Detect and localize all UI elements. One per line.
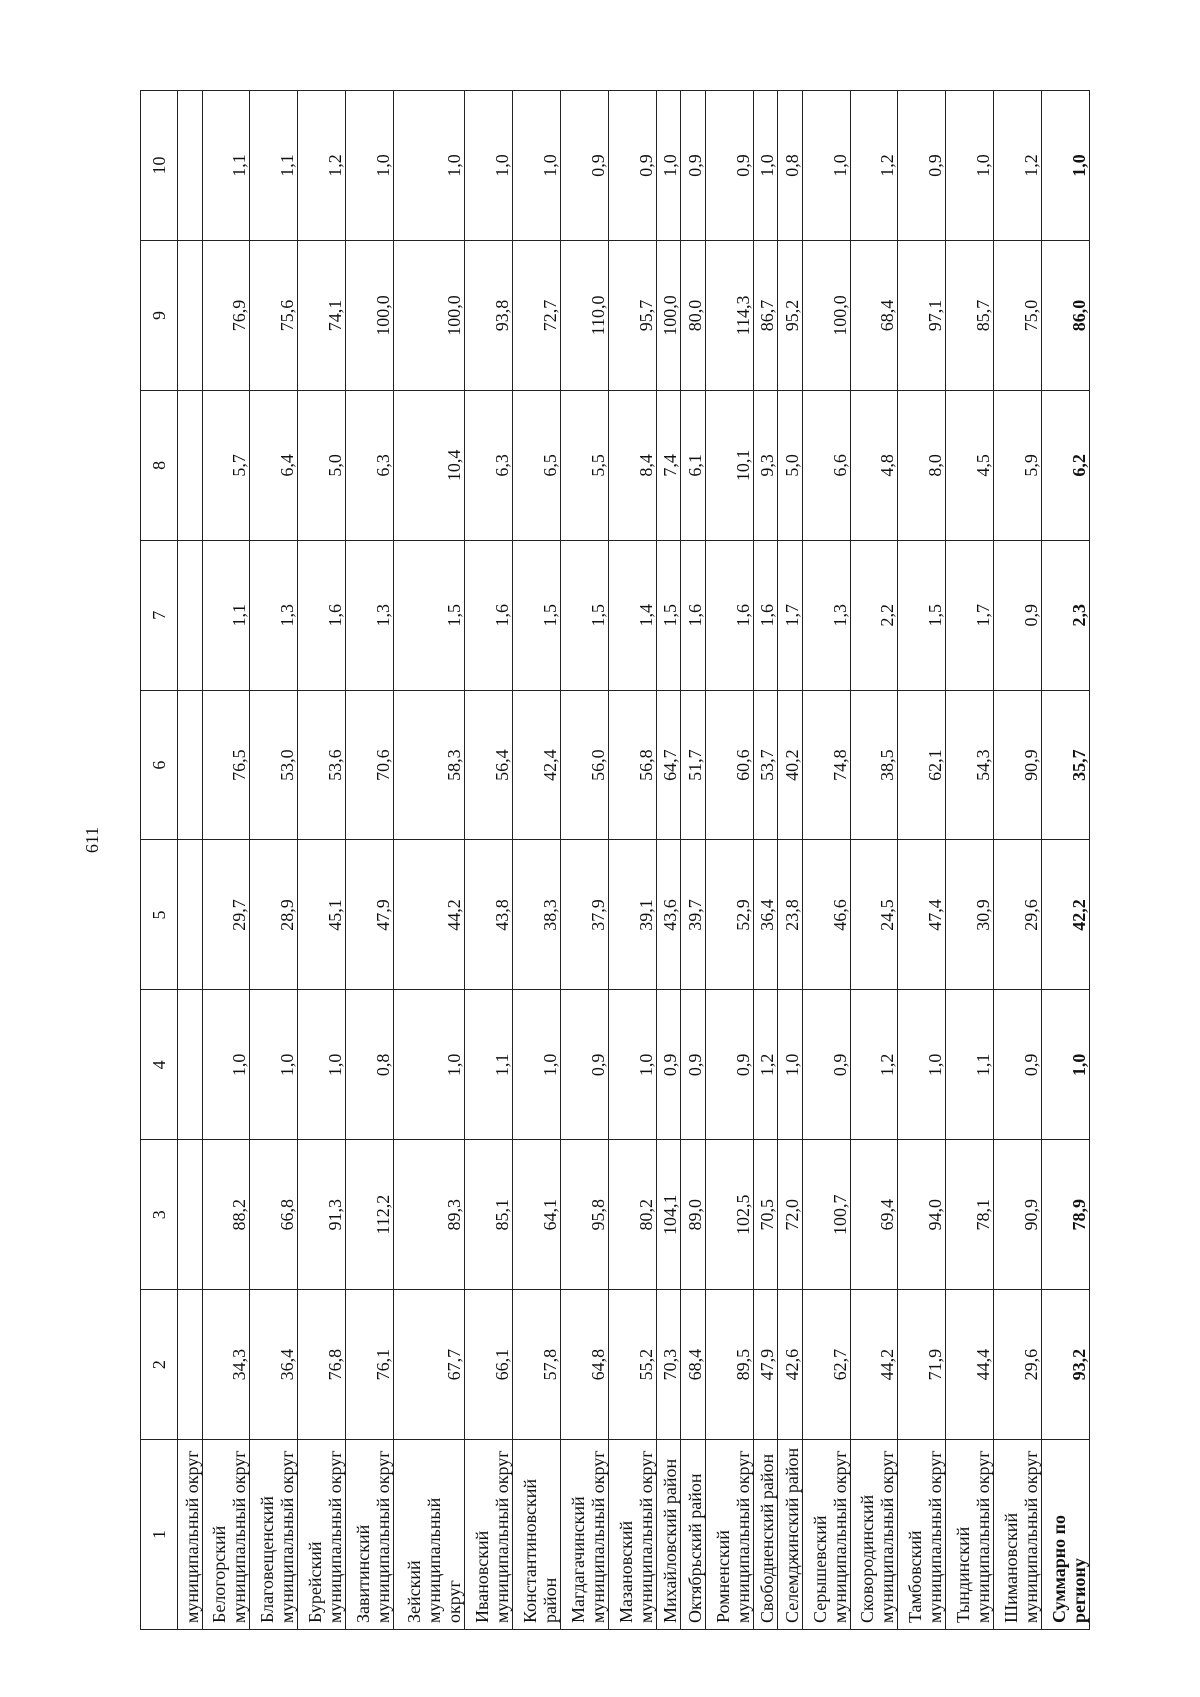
value-cell: 1,0 xyxy=(465,91,513,241)
column-header: 5 xyxy=(141,840,178,990)
value-cell: 0,9 xyxy=(898,91,946,241)
value-cell: 43,6 xyxy=(656,840,681,990)
value-cell: 6,3 xyxy=(465,390,513,540)
value-cell: 89,0 xyxy=(681,1140,706,1290)
value-cell xyxy=(178,1290,203,1440)
value-cell: 1,3 xyxy=(250,540,298,690)
value-cell: 102,5 xyxy=(705,1140,753,1290)
value-cell: 10,4 xyxy=(394,390,465,540)
value-cell: 6,3 xyxy=(346,390,394,540)
value-cell: 1,0 xyxy=(513,91,561,241)
value-cell: 23,8 xyxy=(778,840,803,990)
column-header: 9 xyxy=(141,241,178,391)
value-cell: 76,8 xyxy=(298,1290,346,1440)
value-cell: 114,3 xyxy=(705,241,753,391)
value-cell: 1,0 xyxy=(778,990,803,1140)
total-value-cell: 78,9 xyxy=(1042,1140,1090,1290)
value-cell: 8,4 xyxy=(608,390,656,540)
value-cell: 1,1 xyxy=(202,91,250,241)
value-cell: 44,2 xyxy=(394,840,465,990)
value-cell: 1,0 xyxy=(656,91,681,241)
value-cell: 29,6 xyxy=(994,840,1042,990)
value-cell: 88,2 xyxy=(202,1140,250,1290)
value-cell: 0,9 xyxy=(560,990,608,1140)
value-cell: 0,9 xyxy=(705,990,753,1140)
value-cell: 75,6 xyxy=(250,241,298,391)
value-cell: 62,1 xyxy=(898,690,946,840)
value-cell: 95,7 xyxy=(608,241,656,391)
value-cell: 52,9 xyxy=(705,840,753,990)
value-cell: 42,4 xyxy=(513,690,561,840)
value-cell: 39,7 xyxy=(681,840,706,990)
district-name-cell: Завитинский муниципальный округ xyxy=(346,1440,394,1630)
value-cell: 46,6 xyxy=(802,840,850,990)
value-cell: 24,5 xyxy=(850,840,898,990)
district-name-cell: Шимановский муниципальный округ xyxy=(994,1440,1042,1630)
value-cell: 45,1 xyxy=(298,840,346,990)
value-cell: 6,4 xyxy=(250,390,298,540)
value-cell: 39,1 xyxy=(608,840,656,990)
value-cell: 29,6 xyxy=(994,1290,1042,1440)
value-cell: 1,4 xyxy=(608,540,656,690)
value-cell: 1,2 xyxy=(994,91,1042,241)
district-name-cell: Магдагачинский муниципальный округ xyxy=(560,1440,608,1630)
value-cell: 5,5 xyxy=(560,390,608,540)
district-name-cell: Белогорский муниципальный округ xyxy=(202,1440,250,1630)
value-cell: 53,0 xyxy=(250,690,298,840)
value-cell: 76,9 xyxy=(202,241,250,391)
value-cell: 1,2 xyxy=(850,990,898,1140)
value-cell: 5,9 xyxy=(994,390,1042,540)
column-header: 3 xyxy=(141,1140,178,1290)
value-cell: 89,5 xyxy=(705,1290,753,1440)
value-cell: 0,9 xyxy=(681,91,706,241)
value-cell: 36,4 xyxy=(753,840,778,990)
value-cell: 70,3 xyxy=(656,1290,681,1440)
value-cell: 90,9 xyxy=(994,1140,1042,1290)
table-row xyxy=(994,91,1042,1630)
value-cell: 5,7 xyxy=(202,390,250,540)
value-cell: 1,0 xyxy=(346,91,394,241)
value-cell: 68,4 xyxy=(850,241,898,391)
value-cell: 1,1 xyxy=(946,990,994,1140)
value-cell: 5,0 xyxy=(778,390,803,540)
district-name-cell: Тамбовский муниципальный округ xyxy=(898,1440,946,1630)
value-cell: 42,6 xyxy=(778,1290,803,1440)
table-row xyxy=(608,91,656,1630)
column-header: 7 xyxy=(141,540,178,690)
value-cell: 1,5 xyxy=(898,540,946,690)
value-cell: 53,6 xyxy=(298,690,346,840)
value-cell: 0,9 xyxy=(994,540,1042,690)
district-name-cell: Ивановский муниципальный округ xyxy=(465,1440,513,1630)
total-value-cell: 1,0 xyxy=(1042,91,1090,241)
value-cell: 1,7 xyxy=(778,540,803,690)
value-cell: 56,4 xyxy=(465,690,513,840)
value-cell: 1,6 xyxy=(705,540,753,690)
value-cell: 1,5 xyxy=(656,540,681,690)
total-label-cell: Суммарно по региону xyxy=(1042,1440,1090,1630)
value-cell: 2,2 xyxy=(850,540,898,690)
value-cell: 90,9 xyxy=(994,690,1042,840)
value-cell: 69,4 xyxy=(850,1140,898,1290)
value-cell: 1,6 xyxy=(465,540,513,690)
table-row xyxy=(753,91,778,1630)
value-cell: 37,9 xyxy=(560,840,608,990)
table-row xyxy=(513,91,561,1630)
table-row xyxy=(250,91,298,1630)
value-cell: 53,7 xyxy=(753,690,778,840)
value-cell: 1,0 xyxy=(394,990,465,1140)
value-cell: 5,0 xyxy=(298,390,346,540)
value-cell: 44,4 xyxy=(946,1290,994,1440)
value-cell xyxy=(178,990,203,1140)
value-cell: 0,9 xyxy=(608,91,656,241)
value-cell: 47,9 xyxy=(753,1290,778,1440)
total-value-cell: 86,0 xyxy=(1042,241,1090,391)
value-cell: 1,3 xyxy=(346,540,394,690)
district-name-cell: Тындинский муниципальный округ xyxy=(946,1440,994,1630)
district-name-cell: Благовещенский муниципальный округ xyxy=(250,1440,298,1630)
value-cell: 58,3 xyxy=(394,690,465,840)
table-row xyxy=(298,91,346,1630)
table-row xyxy=(802,91,850,1630)
value-cell: 110,0 xyxy=(560,241,608,391)
value-cell: 72,0 xyxy=(778,1140,803,1290)
value-cell: 6,6 xyxy=(802,390,850,540)
district-name-cell: Серышевский муниципальный округ xyxy=(802,1440,850,1630)
value-cell: 10,1 xyxy=(705,390,753,540)
value-cell: 64,8 xyxy=(560,1290,608,1440)
value-cell: 43,8 xyxy=(465,840,513,990)
table-total-row xyxy=(1042,91,1090,1630)
district-name-cell: Сковородинский муниципальный округ xyxy=(850,1440,898,1630)
column-header: 6 xyxy=(141,690,178,840)
value-cell: 0,9 xyxy=(705,91,753,241)
district-name-cell: Селемджинский район xyxy=(778,1440,803,1630)
value-cell: 80,0 xyxy=(681,241,706,391)
table-row xyxy=(946,91,994,1630)
value-cell: 0,9 xyxy=(656,990,681,1140)
value-cell: 44,2 xyxy=(850,1290,898,1440)
value-cell xyxy=(178,91,203,241)
table-row xyxy=(778,91,803,1630)
value-cell: 91,3 xyxy=(298,1140,346,1290)
value-cell: 0,9 xyxy=(681,990,706,1140)
value-cell: 67,7 xyxy=(394,1290,465,1440)
page-number: 611 xyxy=(82,826,102,854)
value-cell: 51,7 xyxy=(681,690,706,840)
value-cell: 100,0 xyxy=(656,241,681,391)
value-cell: 104,1 xyxy=(656,1140,681,1290)
value-cell: 1,6 xyxy=(681,540,706,690)
value-cell: 8,0 xyxy=(898,390,946,540)
value-cell: 68,4 xyxy=(681,1290,706,1440)
value-cell: 0,9 xyxy=(994,990,1042,1140)
column-header: 4 xyxy=(141,990,178,1140)
district-name-cell: Мазановский муниципальный округ xyxy=(608,1440,656,1630)
value-cell: 89,3 xyxy=(394,1140,465,1290)
table-row xyxy=(202,91,250,1630)
table-row xyxy=(178,91,203,1630)
value-cell: 70,6 xyxy=(346,690,394,840)
value-cell: 9,3 xyxy=(753,390,778,540)
value-cell: 47,9 xyxy=(346,840,394,990)
value-cell: 76,5 xyxy=(202,690,250,840)
district-name-cell: Михайловский район xyxy=(656,1440,681,1630)
value-cell: 1,1 xyxy=(202,540,250,690)
value-cell: 100,0 xyxy=(346,241,394,391)
value-cell: 1,0 xyxy=(394,91,465,241)
value-cell: 57,8 xyxy=(513,1290,561,1440)
total-value-cell: 2,3 xyxy=(1042,540,1090,690)
district-name-cell: Октябрьский район xyxy=(681,1440,706,1630)
value-cell: 28,9 xyxy=(250,840,298,990)
value-cell: 1,0 xyxy=(898,990,946,1140)
district-name-cell: Бурейский муниципальный округ xyxy=(298,1440,346,1630)
value-cell: 1,0 xyxy=(946,91,994,241)
value-cell: 30,9 xyxy=(946,840,994,990)
value-cell: 93,8 xyxy=(465,241,513,391)
value-cell: 80,2 xyxy=(608,1140,656,1290)
district-name-cell: Константиновский район xyxy=(513,1440,561,1630)
value-cell: 94,0 xyxy=(898,1140,946,1290)
value-cell: 1,0 xyxy=(753,91,778,241)
value-cell: 60,6 xyxy=(705,690,753,840)
value-cell: 38,3 xyxy=(513,840,561,990)
value-cell: 1,5 xyxy=(394,540,465,690)
value-cell: 40,2 xyxy=(778,690,803,840)
value-cell: 56,8 xyxy=(608,690,656,840)
value-cell: 97,1 xyxy=(898,241,946,391)
value-cell: 64,1 xyxy=(513,1140,561,1290)
value-cell: 1,0 xyxy=(513,990,561,1140)
value-cell: 1,5 xyxy=(513,540,561,690)
district-name-cell: Свободненский район xyxy=(753,1440,778,1630)
value-cell: 1,2 xyxy=(298,91,346,241)
total-value-cell: 42,2 xyxy=(1042,840,1090,990)
value-cell: 95,8 xyxy=(560,1140,608,1290)
table-row xyxy=(394,91,465,1630)
value-cell: 6,5 xyxy=(513,390,561,540)
column-header: 8 xyxy=(141,390,178,540)
total-value-cell: 1,0 xyxy=(1042,990,1090,1140)
value-cell: 54,3 xyxy=(946,690,994,840)
value-cell: 71,9 xyxy=(898,1290,946,1440)
total-value-cell: 93,2 xyxy=(1042,1290,1090,1440)
value-cell: 70,5 xyxy=(753,1140,778,1290)
value-cell: 100,0 xyxy=(394,241,465,391)
value-cell xyxy=(178,690,203,840)
value-cell: 1,0 xyxy=(250,990,298,1140)
table-header-row xyxy=(141,91,178,1630)
value-cell: 1,0 xyxy=(802,91,850,241)
district-name-cell: муниципальный округ xyxy=(178,1440,203,1630)
value-cell: 95,2 xyxy=(778,241,803,391)
value-cell: 0,9 xyxy=(802,990,850,1140)
value-cell: 34,3 xyxy=(202,1290,250,1440)
value-cell: 62,7 xyxy=(802,1290,850,1440)
value-cell: 100,7 xyxy=(802,1140,850,1290)
value-cell: 56,0 xyxy=(560,690,608,840)
value-cell: 55,2 xyxy=(608,1290,656,1440)
value-cell: 4,5 xyxy=(946,390,994,540)
value-cell: 66,1 xyxy=(465,1290,513,1440)
value-cell xyxy=(178,390,203,540)
table-row xyxy=(850,91,898,1630)
value-cell: 1,1 xyxy=(250,91,298,241)
value-cell: 74,1 xyxy=(298,241,346,391)
value-cell: 100,0 xyxy=(802,241,850,391)
value-cell: 75,0 xyxy=(994,241,1042,391)
value-cell: 72,7 xyxy=(513,241,561,391)
table-row xyxy=(560,91,608,1630)
table-row xyxy=(346,91,394,1630)
value-cell: 29,7 xyxy=(202,840,250,990)
value-cell: 38,5 xyxy=(850,690,898,840)
value-cell: 1,0 xyxy=(202,990,250,1140)
value-cell: 66,8 xyxy=(250,1140,298,1290)
value-cell xyxy=(178,540,203,690)
value-cell: 1,2 xyxy=(850,91,898,241)
value-cell: 36,4 xyxy=(250,1290,298,1440)
value-cell: 1,0 xyxy=(298,990,346,1140)
column-header: 1 xyxy=(141,1440,178,1630)
table-row xyxy=(705,91,753,1630)
value-cell: 1,7 xyxy=(946,540,994,690)
column-header: 2 xyxy=(141,1290,178,1440)
column-header: 10 xyxy=(141,91,178,241)
value-cell: 0,8 xyxy=(346,990,394,1140)
value-cell: 4,8 xyxy=(850,390,898,540)
value-cell: 78,1 xyxy=(946,1140,994,1290)
value-cell: 0,9 xyxy=(560,91,608,241)
value-cell: 1,5 xyxy=(560,540,608,690)
total-value-cell: 35,7 xyxy=(1042,690,1090,840)
table-row xyxy=(656,91,681,1630)
value-cell: 76,1 xyxy=(346,1290,394,1440)
value-cell: 0,8 xyxy=(778,91,803,241)
statistics-table xyxy=(140,90,1090,1630)
value-cell: 1,3 xyxy=(802,540,850,690)
table-row xyxy=(681,91,706,1630)
value-cell: 1,2 xyxy=(753,990,778,1140)
value-cell: 74,8 xyxy=(802,690,850,840)
district-name-cell: Зейский муниципальный округ xyxy=(394,1440,465,1630)
value-cell: 1,1 xyxy=(465,990,513,1140)
table-row xyxy=(465,91,513,1630)
district-name-cell: Ромненский муниципальный округ xyxy=(705,1440,753,1630)
value-cell: 85,7 xyxy=(946,241,994,391)
value-cell: 6,1 xyxy=(681,390,706,540)
value-cell: 7,4 xyxy=(656,390,681,540)
value-cell xyxy=(178,241,203,391)
value-cell: 47,4 xyxy=(898,840,946,990)
value-cell: 86,7 xyxy=(753,241,778,391)
value-cell: 112,2 xyxy=(346,1140,394,1290)
value-cell: 85,1 xyxy=(465,1140,513,1290)
value-cell xyxy=(178,1140,203,1290)
value-cell xyxy=(178,840,203,990)
total-value-cell: 6,2 xyxy=(1042,390,1090,540)
table-row xyxy=(898,91,946,1630)
value-cell: 1,0 xyxy=(608,990,656,1140)
value-cell: 1,6 xyxy=(753,540,778,690)
value-cell: 1,6 xyxy=(298,540,346,690)
value-cell: 64,7 xyxy=(656,690,681,840)
rotated-table-container xyxy=(140,90,1090,1630)
